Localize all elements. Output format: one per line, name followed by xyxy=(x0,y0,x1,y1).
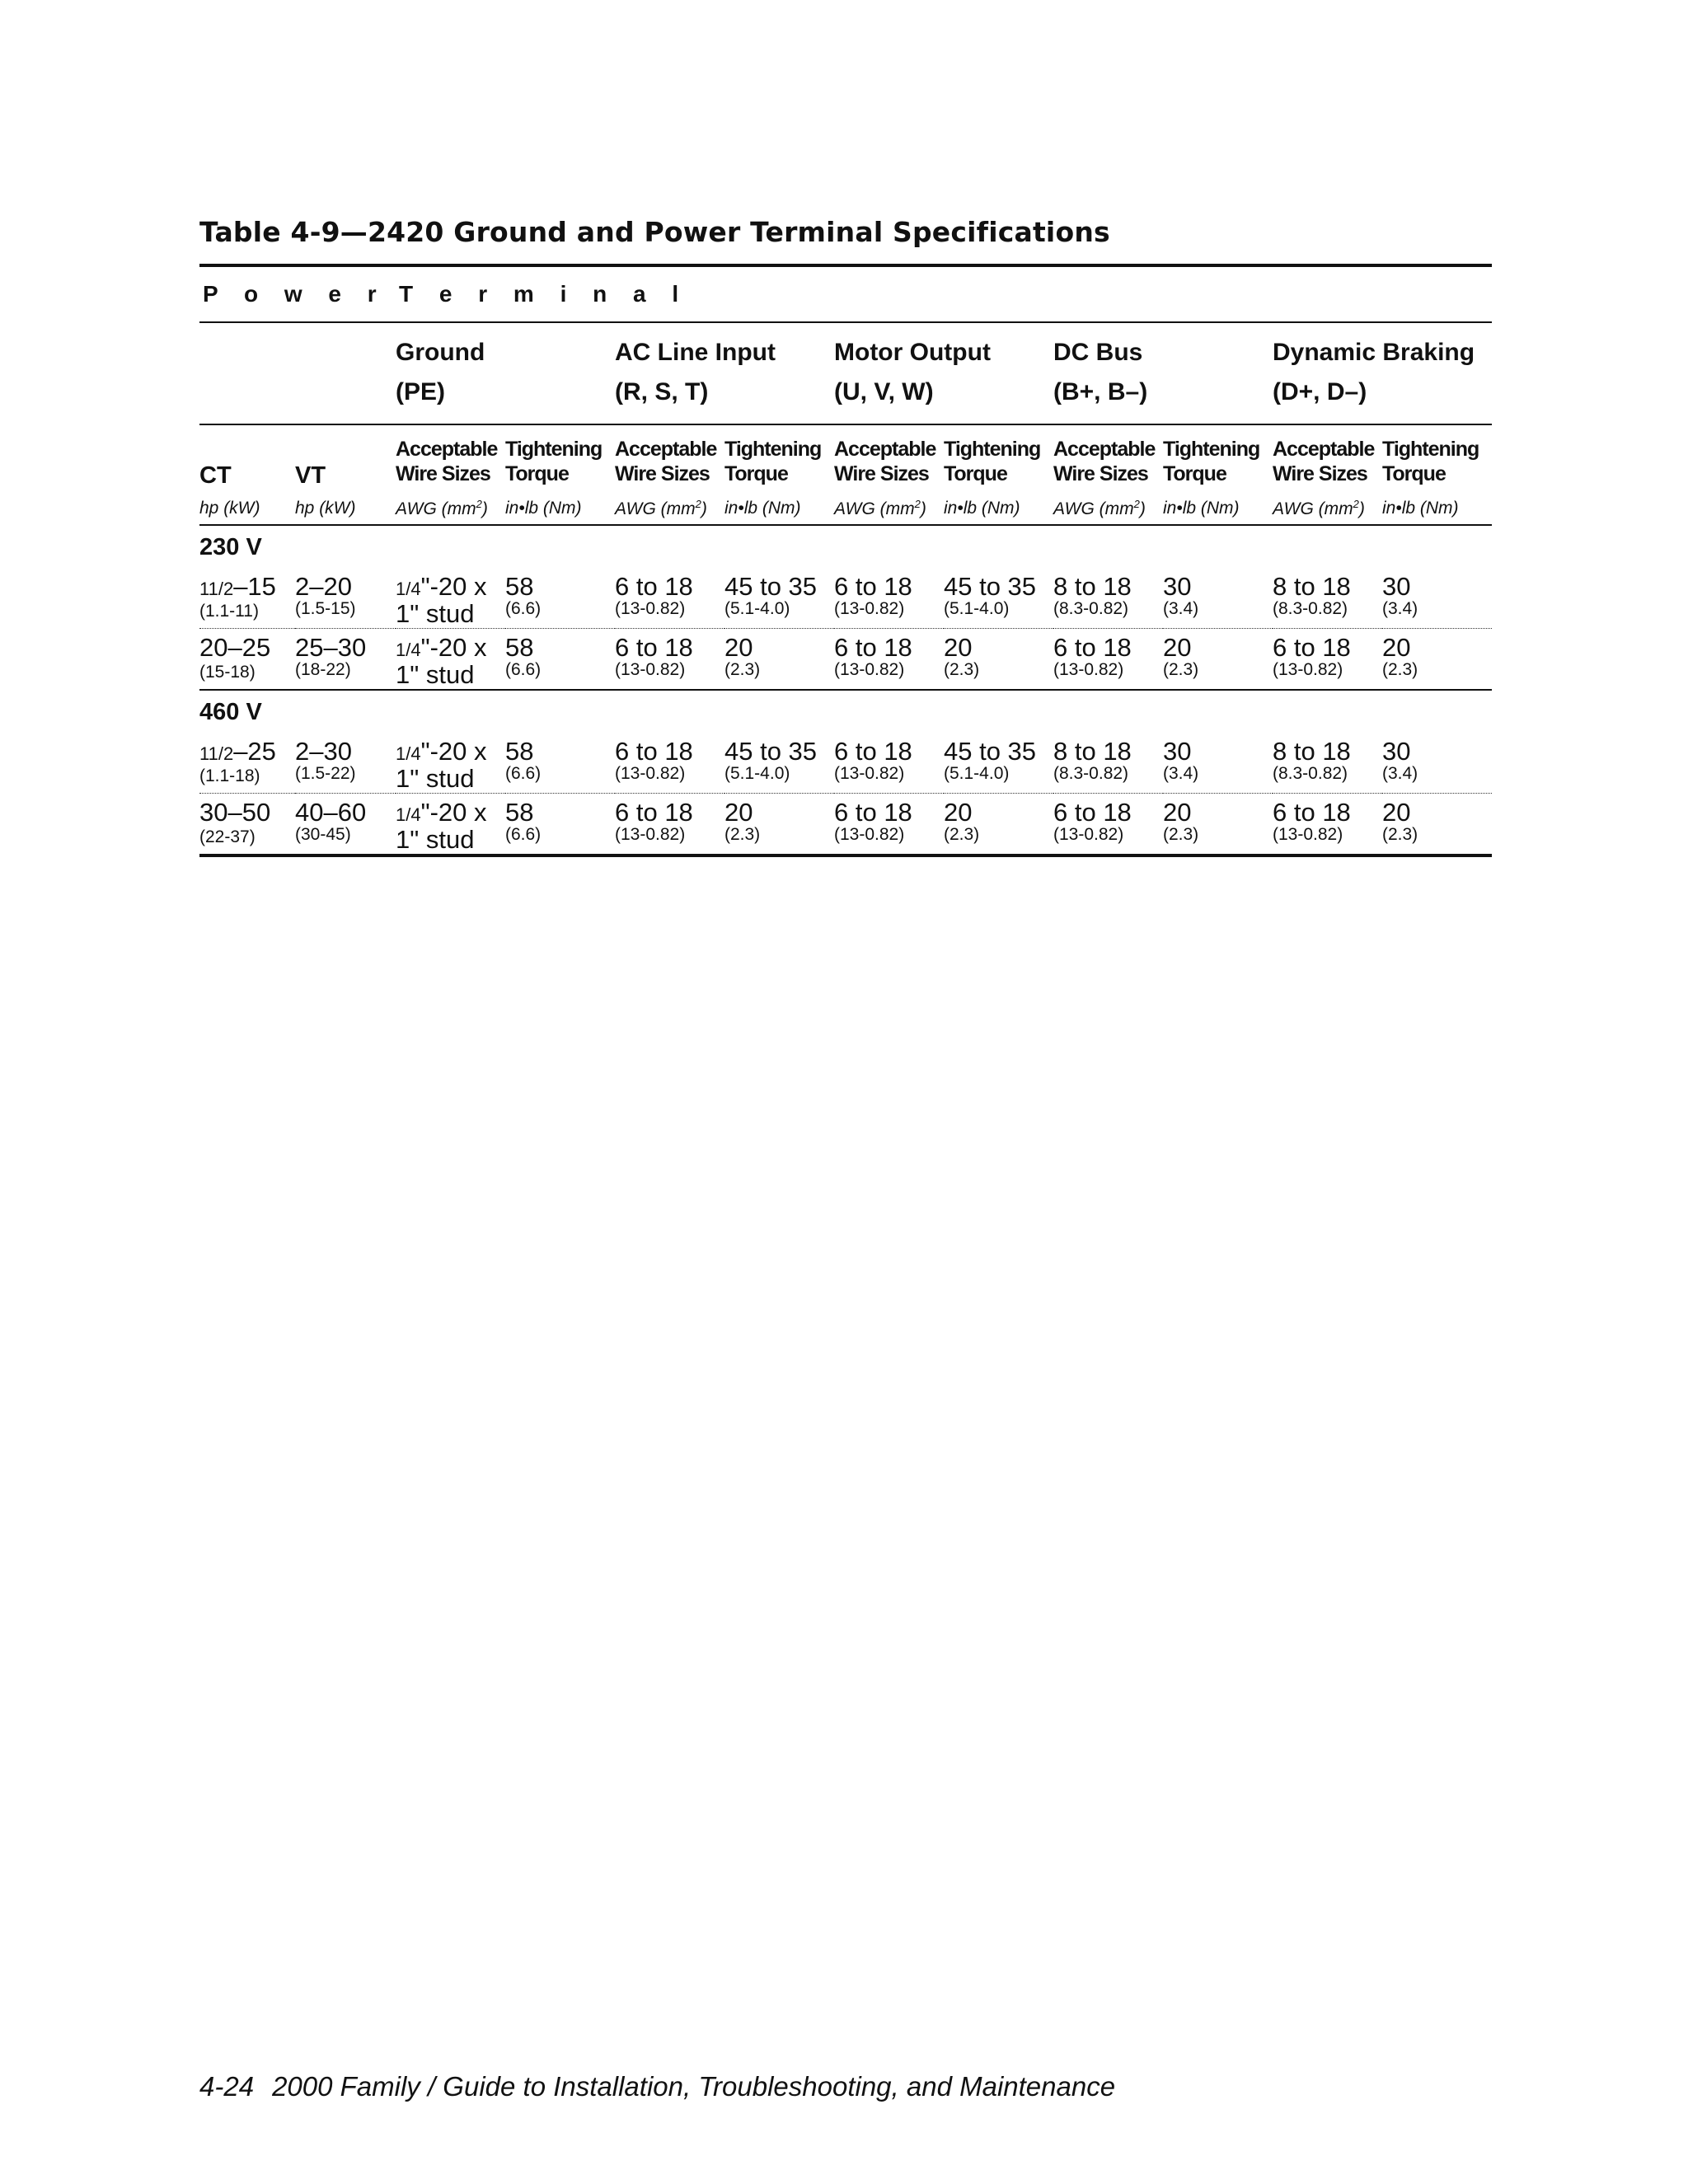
page-footer xyxy=(199,2071,1115,2102)
table-row xyxy=(199,733,1492,794)
awg-unit: AWG $(mm^2)$ xyxy=(1273,491,1382,525)
tightening-torque-header: Tightening Torque xyxy=(505,438,603,485)
group-dc-bus: DC Bus (B+, B–) xyxy=(1053,322,1273,424)
ground-wire-size: 1/4"-20 x 1" stud xyxy=(396,568,505,629)
torque-cell: 45 to 35 (5.1-4.0) xyxy=(944,568,1053,629)
torque-cell: 30 (3.4) xyxy=(1382,568,1492,629)
vt-rating: 2–20 (1.5-15) xyxy=(295,568,396,629)
terminal-label: T e r m i n a l xyxy=(396,267,1492,322)
wire-size-cell: 6 to 18 (13-0.82) xyxy=(834,568,944,629)
torque-cell: 20 (2.3) xyxy=(944,794,1053,856)
awg-unit: AWG $(mm^2)$ xyxy=(615,491,724,525)
torque-unit: in•lb (Nm) xyxy=(944,491,1053,525)
terminal-spec-table xyxy=(199,264,1492,857)
group-dynamic-braking: Dynamic Braking (D+, D–) xyxy=(1273,322,1492,424)
wire-size-cell: 6 to 18 (13-0.82) xyxy=(1053,629,1163,691)
torque-cell: 20 (2.3) xyxy=(724,794,834,856)
voltage-label: 460 V xyxy=(199,699,262,725)
vt-header: VT xyxy=(295,462,326,489)
ct-rating: 11/2–25 (1.1-18) xyxy=(199,733,295,794)
torque-cell: 30 (3.4) xyxy=(1382,733,1492,794)
vt-rating: 40–60 (30-45) xyxy=(295,794,396,856)
ground-wire-size: 1/4"-20 x 1" stud xyxy=(396,733,505,794)
wire-size-cell: 6 to 18 (13-0.82) xyxy=(1273,794,1382,856)
column-subheader xyxy=(199,424,1492,491)
wire-size-cell: 6 to 18 (13-0.82) xyxy=(1053,794,1163,856)
voltage-section-row xyxy=(199,690,1492,733)
torque-cell: 30 (3.4) xyxy=(1163,733,1273,794)
vt-rating: 2–30 (1.5-22) xyxy=(295,733,396,794)
tightening-torque-header: Tightening Torque xyxy=(944,438,1041,485)
wire-size-cell: 8 to 18 (8.3-0.82) xyxy=(1053,568,1163,629)
ct-rating: 20–25 (15-18) xyxy=(199,629,295,691)
torque-cell: 20 (2.3) xyxy=(724,629,834,691)
ground-torque: 58 (6.6) xyxy=(505,733,615,794)
torque-cell: 45 to 35 (5.1-4.0) xyxy=(944,733,1053,794)
wire-size-cell: 6 to 18 (13-0.82) xyxy=(1273,629,1382,691)
tightening-torque-header: Tightening Torque xyxy=(1382,438,1479,485)
voltage-label: 230 V xyxy=(199,534,262,560)
group-motor-output: Motor Output (U, V, W) xyxy=(834,322,1053,424)
ground-wire-size: 1/4"-20 x 1" stud xyxy=(396,794,505,856)
wire-size-cell: 8 to 18 (8.3-0.82) xyxy=(1053,733,1163,794)
torque-cell: 30 (3.4) xyxy=(1163,568,1273,629)
ground-torque: 58 (6.6) xyxy=(505,629,615,691)
acceptable-wire-sizes-header: Acceptable Wire Sizes xyxy=(615,438,717,485)
torque-cell: 20 (2.3) xyxy=(1163,794,1273,856)
wire-size-cell: 8 to 18 (8.3-0.82) xyxy=(1273,733,1382,794)
page-number: 4-24 xyxy=(199,2071,255,2102)
ground-wire-size: 1/4"-20 x 1" stud xyxy=(396,629,505,691)
torque-cell: 20 (2.3) xyxy=(944,629,1053,691)
table-body xyxy=(199,265,1492,855)
group-ac-line-input: AC Line Input (R, S, T) xyxy=(615,322,834,424)
power-terminal-header xyxy=(199,267,1492,322)
voltage-section-row xyxy=(199,525,1492,568)
tightening-torque-header: Tightening Torque xyxy=(724,438,822,485)
torque-cell: 20 (2.3) xyxy=(1163,629,1273,691)
wire-size-cell: 8 to 18 (8.3-0.82) xyxy=(1273,568,1382,629)
wire-size-cell: 6 to 18 (13-0.82) xyxy=(834,629,944,691)
wire-size-cell: 6 to 18 (13-0.82) xyxy=(615,733,724,794)
table-title: Table 4-9—2420 Ground and Power Terminal Specifications xyxy=(199,216,1110,248)
terminal-group-header xyxy=(199,322,1492,424)
table-row xyxy=(199,629,1492,691)
awg-unit: AWG $(mm^2)$ xyxy=(396,491,505,525)
acceptable-wire-sizes-header: Acceptable Wire Sizes xyxy=(1053,438,1156,485)
ground-torque: 58 (6.6) xyxy=(505,794,615,856)
vt-unit: hp (kW) xyxy=(295,491,396,525)
table-row xyxy=(199,568,1492,629)
acceptable-wire-sizes-header: Acceptable Wire Sizes xyxy=(1273,438,1375,485)
group-spacer xyxy=(199,322,396,424)
acceptable-wire-sizes-header: Acceptable Wire Sizes xyxy=(834,438,936,485)
awg-unit: AWG $(mm^2)$ xyxy=(834,491,944,525)
power-label: P o w e r xyxy=(199,267,396,322)
torque-unit: in•lb (Nm) xyxy=(1163,491,1273,525)
wire-size-cell: 6 to 18 (13-0.82) xyxy=(834,794,944,856)
wire-size-cell: 6 to 18 (13-0.82) xyxy=(615,794,724,856)
vt-rating: 25–30 (18-22) xyxy=(295,629,396,691)
acceptable-wire-sizes-header: Acceptable Wire Sizes xyxy=(396,438,498,485)
ground-torque: 58 (6.6) xyxy=(505,568,615,629)
torque-cell: 45 to 35 (5.1-4.0) xyxy=(724,568,834,629)
ct-header: CT xyxy=(199,462,232,489)
table-row xyxy=(199,794,1492,856)
torque-cell: 20 (2.3) xyxy=(1382,794,1492,856)
torque-cell: 45 to 35 (5.1-4.0) xyxy=(724,733,834,794)
tightening-torque-header: Tightening Torque xyxy=(1163,438,1260,485)
torque-cell: 20 (2.3) xyxy=(1382,629,1492,691)
wire-size-cell: 6 to 18 (13-0.82) xyxy=(615,629,724,691)
wire-size-cell: 6 to 18 (13-0.82) xyxy=(615,568,724,629)
ct-rating: 30–50 (22-37) xyxy=(199,794,295,856)
group-ground: Ground (PE) xyxy=(396,322,615,424)
torque-unit: in•lb (Nm) xyxy=(505,491,615,525)
ct-unit: hp (kW) xyxy=(199,491,295,525)
torque-unit: in•lb (Nm) xyxy=(724,491,834,525)
ct-rating: 11/2–15 (1.1-11) xyxy=(199,568,295,629)
footer-text: 2000 Family / Guide to Installation, Troubleshooting, and Maintenance xyxy=(272,2071,1116,2102)
units-row xyxy=(199,491,1492,525)
torque-unit: in•lb (Nm) xyxy=(1382,491,1492,525)
wire-size-cell: 6 to 18 (13-0.82) xyxy=(834,733,944,794)
awg-unit: AWG $(mm^2)$ xyxy=(1053,491,1163,525)
